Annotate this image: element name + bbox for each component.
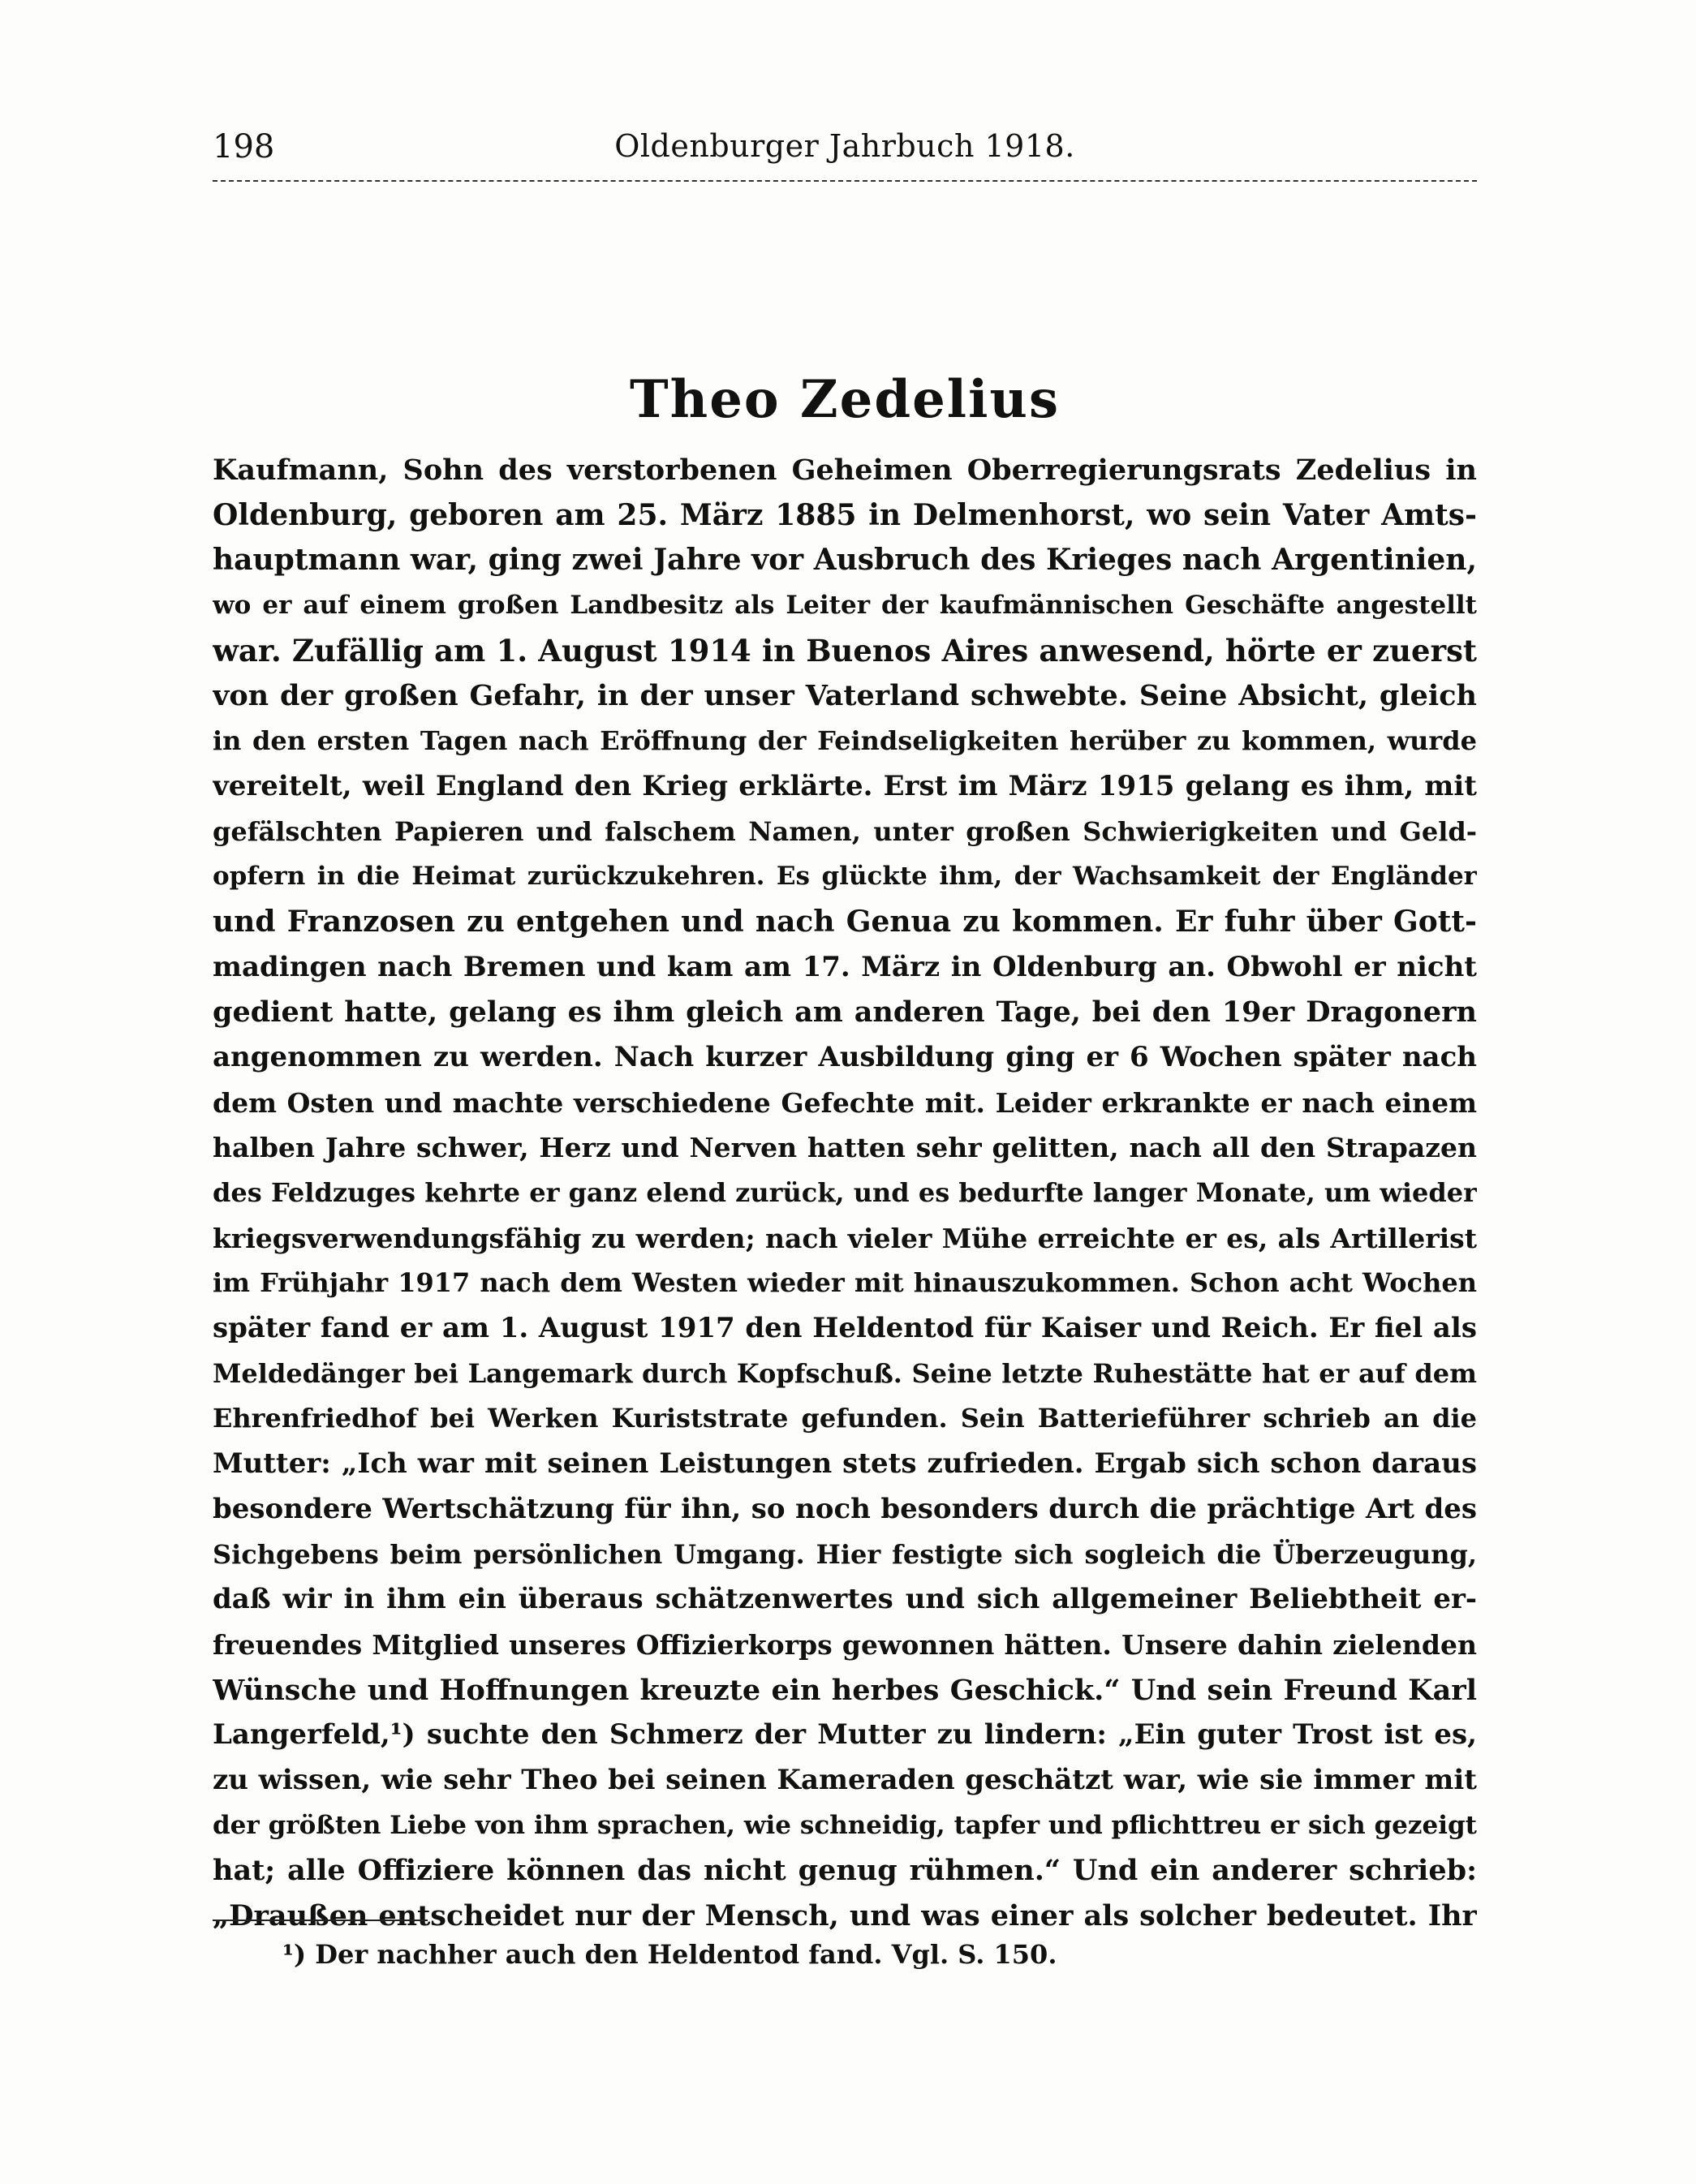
page-number: 198 xyxy=(213,128,275,166)
text-line: Ehrenfriedhof bei Werken Kuriststrate gefunden. Sein Batterieführer schrieb an die xyxy=(213,1403,1477,1434)
text-line: daß wir in ihm ein überaus schätzenwertes und sich allgemeiner Beliebtheit er- xyxy=(213,1583,1477,1616)
running-head: Oldenburger Jahrbuch 1918. xyxy=(614,128,1075,164)
text-line: Sichgebens beim persönlichen Umgang. Hier festigte sich sogleich die Überzeugung, xyxy=(213,1538,1477,1570)
text-line: wo er auf einem großen Landbesitz als Leiter der kaufmännischen Geschäfte angestellt xyxy=(213,591,1477,621)
article-title: Theo Zedelius xyxy=(630,369,1060,430)
text-line: und Franzosen zu entgehen und nach Genua zu kommen. Er fuhr über Gott- xyxy=(213,904,1477,939)
text-line: Kaufmann, Sohn des verstorbenen Geheimen Oberregierungsrats Zedelius in xyxy=(213,454,1477,487)
text-line: halben Jahre schwer, Herz und Nerven hatten sehr gelitten, nach all den Strapazen xyxy=(213,1132,1477,1164)
text-line: gedient hatte, gelang es ihm gleich am anderen Tage, bei den 19er Dragonern xyxy=(213,995,1477,1030)
footnote xyxy=(282,1939,1057,1970)
text-line: gefälschten Papieren und falschem Namen, unter großen Schwierigkeiten und Geld- xyxy=(213,815,1477,847)
text-line: Mutter: „Ich war mit seinen Leistungen stets zufrieden. Ergab sich schon daraus xyxy=(213,1447,1477,1481)
text-line: Meldedänger bei Langemark durch Kopfschuß. Seine letzte Ruhestätte hat er auf dem xyxy=(213,1357,1477,1389)
header-rule xyxy=(213,180,1477,182)
text-line: in den ersten Tagen nach Eröffnung der Feindseligkeiten herüber zu kommen, wurde xyxy=(213,725,1477,757)
text-line: hauptmann war, ging zwei Jahre vor Ausbruch des Krieges nach Argentinien, xyxy=(213,543,1477,578)
text-line: „Draußen entscheidet nur der Mensch, und was einer als solcher bedeutet. Ihr xyxy=(213,1899,1477,1932)
footnote-marker: ¹) xyxy=(282,1939,307,1970)
text-line: besondere Wertschätzung für ihn, so noch besonders durch die prächtige Art des xyxy=(213,1492,1477,1525)
text-line: dem Osten und machte verschiedene Gefechte mit. Leider erkrankte er nach einem xyxy=(213,1086,1477,1119)
text-line: angenommen zu werden. Nach kurzer Ausbildung ging er 6 Wochen später nach xyxy=(213,1040,1477,1073)
text-line: im Frühjahr 1917 nach dem Westen wieder mit hinauszukommen. Schon acht Wochen xyxy=(213,1267,1477,1299)
page-header xyxy=(213,128,1477,177)
text-line: hat; alle Offiziere können das nicht genug rühmen.“ Und ein anderer schrieb: xyxy=(213,1854,1477,1888)
text-line: des Feldzuges kehrte er ganz elend zurück, und es bedurfte langer Monate, um wieder xyxy=(213,1177,1477,1208)
text-line: madingen nach Bremen und kam am 17. März in Oldenburg an. Obwohl er nicht xyxy=(213,950,1477,983)
text-line: opfern in die Heimat zurückzukehren. Es glückte ihm, der Wachsamkeit der Engländer xyxy=(213,862,1477,892)
text-line: zu wissen, wie sehr Theo bei seinen Kameraden geschätzt war, wie sie immer mit xyxy=(213,1763,1477,1796)
text-line: vereitelt, weil England den Krieg erklärte. Erst im März 1915 gelang es ihm, mit xyxy=(213,769,1477,802)
text-line: Langerfeld,¹) suchte den Schmerz der Mutter zu lindern: „Ein guter Trost ist es, xyxy=(213,1718,1477,1752)
text-line: war. Zufällig am 1. August 1914 in Buenos Aires anwesend, hörte er zuerst xyxy=(213,632,1477,669)
text-line: Wünsche und Hoffnungen kreuzte ein herbes Geschick.“ Und sein Freund Karl xyxy=(213,1673,1477,1707)
footnote-rule xyxy=(213,1920,428,1921)
article-body xyxy=(213,448,1477,1939)
text-line: kriegsverwendungsfähig zu werden; nach vieler Mühe erreichte er es, als Artillerist xyxy=(213,1222,1477,1254)
text-line: der größten Liebe von ihm sprachen, wie schneidig, tapfer und pflichttreu er sich gezeigt xyxy=(213,1810,1477,1840)
text-line: später fand er am 1. August 1917 den Heldentod für Kaiser und Reich. Er fiel als xyxy=(213,1312,1477,1345)
footnote-text: Der nachher auch den Heldentod fand. Vgl. S. 150. xyxy=(315,1939,1057,1970)
text-line: freuendes Mitglied unseres Offizierkorps gewonnen hätten. Unsere dahin zielenden xyxy=(213,1628,1477,1661)
text-line: von der großen Gefahr, in der unser Vaterland schwebte. Seine Absicht, gleich xyxy=(213,679,1477,713)
text-line: Oldenburg, geboren am 25. März 1885 in Delmenhorst, wo sein Vater Amts- xyxy=(213,497,1477,532)
